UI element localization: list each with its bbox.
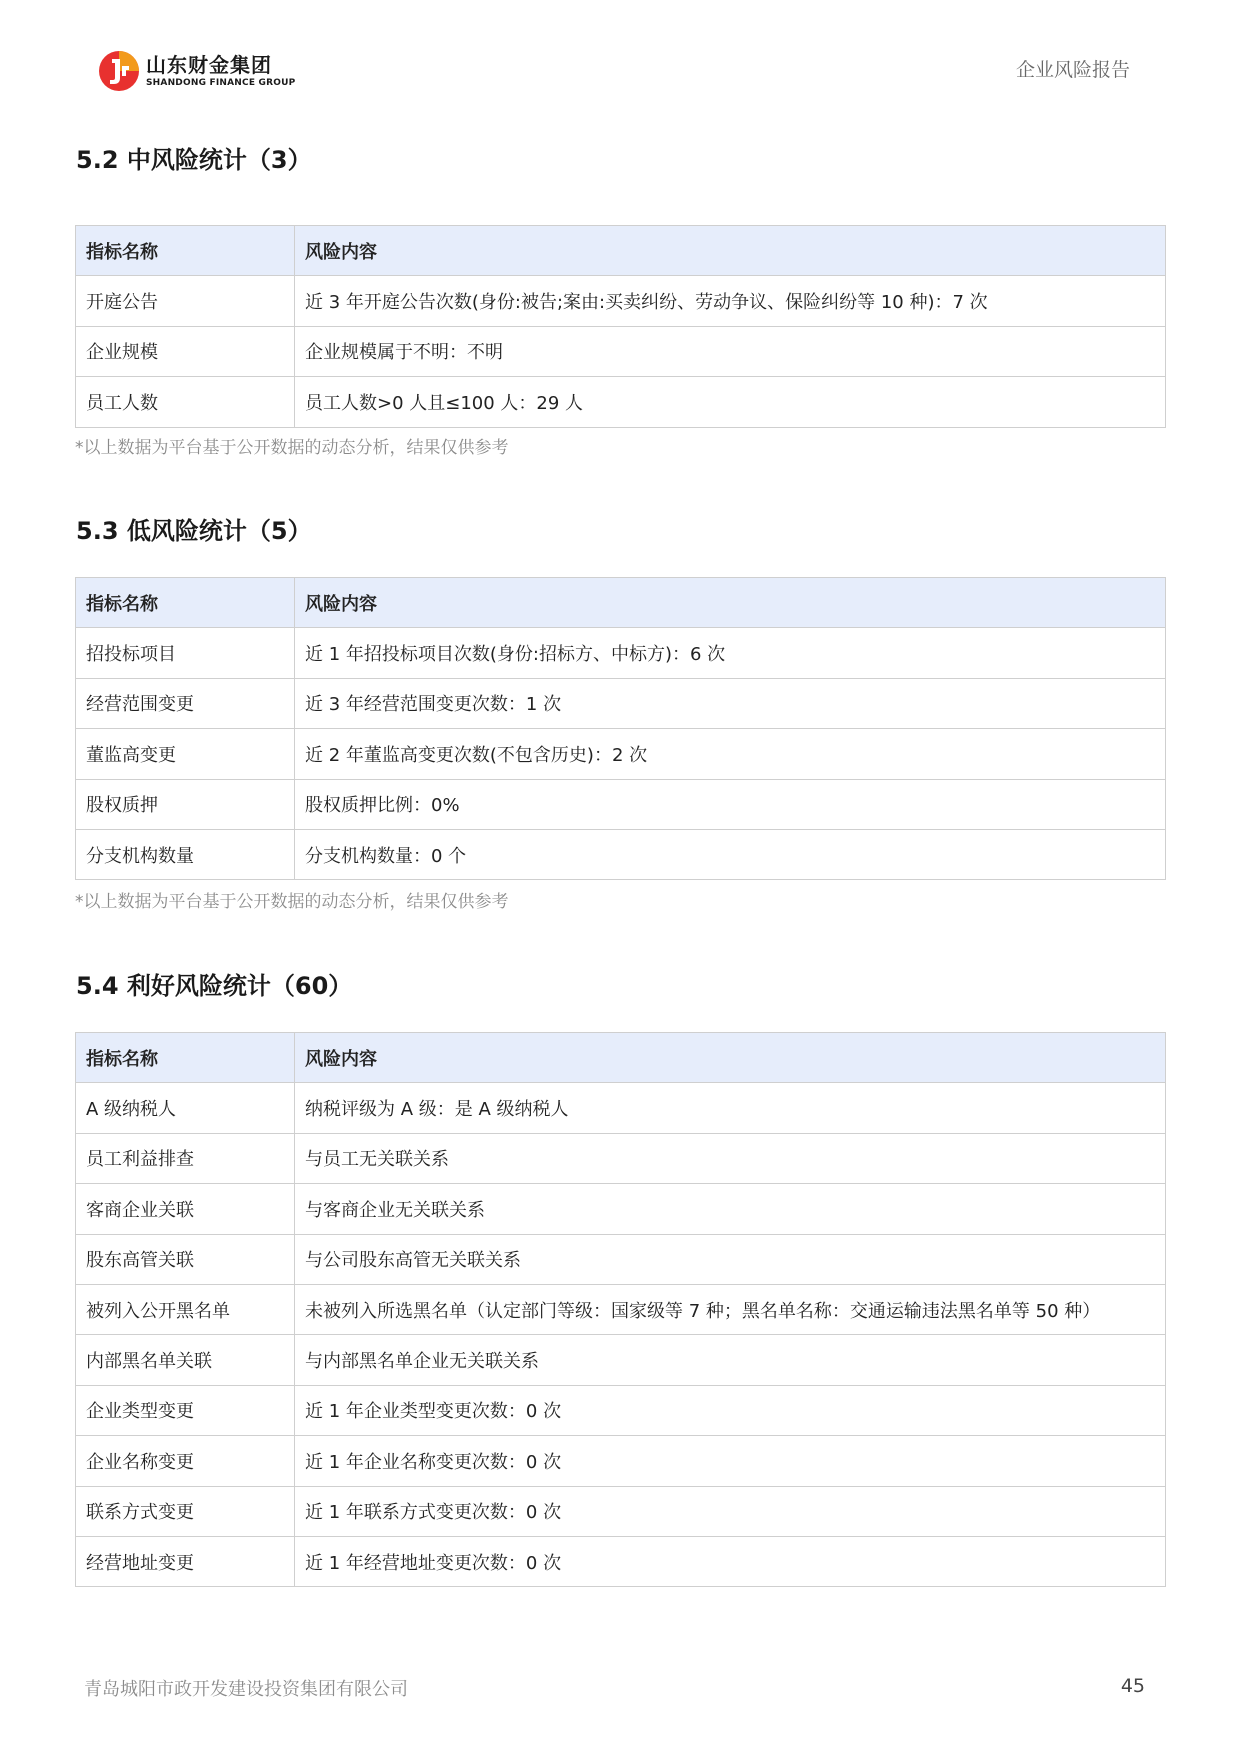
risk-content: 未被列入所选黑名单（认定部门等级：国家级等 7 种；黑名单名称：交通运输违法黑名单等 50 种）: [295, 1284, 1166, 1334]
risk-content: 近 2 年董监高变更次数(不包含历史)：2 次: [295, 729, 1166, 779]
indicator-name: 企业规模: [76, 326, 295, 376]
indicator-name: 企业类型变更: [76, 1385, 295, 1435]
risk-content: 股权质押比例：0%: [295, 779, 1166, 829]
table-header-row: [76, 578, 1166, 628]
risk-content: 近 1 年招投标项目次数(身份:招标方、中标方)：6 次: [295, 628, 1166, 678]
table-row: [76, 1284, 1166, 1334]
indicator-name: 客商企业关联: [76, 1184, 295, 1234]
table-header-row: [76, 226, 1166, 276]
table-row: [76, 1536, 1166, 1586]
medium-risk-table: [75, 225, 1166, 428]
risk-content: 纳税评级为 A 级：是 A 级纳税人: [295, 1083, 1166, 1133]
logo-chinese-name: 山东财金集团: [146, 53, 272, 77]
logo-english-name: SHANDONG FINANCE GROUP: [146, 78, 296, 88]
column-header-content: 风险内容: [295, 1033, 1166, 1083]
risk-content: 近 1 年联系方式变更次数：0 次: [295, 1486, 1166, 1536]
page-header: [0, 0, 1241, 110]
table-row: [76, 628, 1166, 678]
table-row: [76, 1385, 1166, 1435]
indicator-name: A 级纳税人: [76, 1083, 295, 1133]
page-number: 45: [1120, 1675, 1145, 1697]
risk-content: 员工人数>0 人且≤100 人：29 人: [295, 377, 1166, 427]
favorable-risk-table: [75, 1032, 1166, 1587]
indicator-name: 招投标项目: [76, 628, 295, 678]
table-row: [76, 678, 1166, 728]
column-header-indicator: 指标名称: [76, 578, 295, 628]
risk-content: 近 1 年企业类型变更次数：0 次: [295, 1385, 1166, 1435]
risk-content: 与公司股东高管无关联关系: [295, 1234, 1166, 1284]
company-logo: [98, 50, 295, 92]
table-row: [76, 377, 1166, 427]
risk-content: 分支机构数量：0 个: [295, 829, 1166, 879]
indicator-name: 分支机构数量: [76, 829, 295, 879]
table-row: [76, 1335, 1166, 1385]
risk-content: 与员工无关联关系: [295, 1133, 1166, 1183]
table-row: [76, 1184, 1166, 1234]
table-header-row: [76, 1033, 1166, 1083]
column-header-content: 风险内容: [295, 578, 1166, 628]
table-row: [76, 276, 1166, 326]
indicator-name: 经营地址变更: [76, 1536, 295, 1586]
table-row: [76, 1234, 1166, 1284]
table-row: [76, 779, 1166, 829]
indicator-name: 员工利益排查: [76, 1133, 295, 1183]
section-title-medium-risk: 5.2 中风险统计（3）: [76, 146, 312, 174]
indicator-name: 被列入公开黑名单: [76, 1284, 295, 1334]
indicator-name: 开庭公告: [76, 276, 295, 326]
indicator-name: 内部黑名单关联: [76, 1335, 295, 1385]
risk-content: 近 3 年开庭公告次数(身份:被告;案由:买卖纠纷、劳动争议、保险纠纷等 10 种)：7 次: [295, 276, 1166, 326]
risk-content: 近 1 年企业名称变更次数：0 次: [295, 1436, 1166, 1486]
column-header-content: 风险内容: [295, 226, 1166, 276]
table-row: [76, 1133, 1166, 1183]
table-row: [76, 326, 1166, 376]
indicator-name: 企业名称变更: [76, 1436, 295, 1486]
data-disclaimer-note: *以上数据为平台基于公开数据的动态分析，结果仅供参考: [75, 438, 509, 458]
logo-icon: [98, 50, 140, 92]
data-disclaimer-note: *以上数据为平台基于公开数据的动态分析，结果仅供参考: [75, 892, 509, 912]
report-type-label: 企业风险报告: [1015, 59, 1130, 81]
column-header-indicator: 指标名称: [76, 1033, 295, 1083]
table-row: [76, 1083, 1166, 1133]
risk-content: 近 1 年经营地址变更次数：0 次: [295, 1536, 1166, 1586]
indicator-name: 股权质押: [76, 779, 295, 829]
table-row: [76, 1436, 1166, 1486]
section-title-favorable-risk: 5.4 利好风险统计（60）: [76, 972, 353, 1000]
table-row: [76, 729, 1166, 779]
table-row: [76, 1486, 1166, 1536]
risk-content: 与内部黑名单企业无关联关系: [295, 1335, 1166, 1385]
indicator-name: 董监高变更: [76, 729, 295, 779]
low-risk-table: [75, 577, 1166, 880]
risk-content: 与客商企业无关联关系: [295, 1184, 1166, 1234]
indicator-name: 联系方式变更: [76, 1486, 295, 1536]
risk-content: 企业规模属于不明：不明: [295, 326, 1166, 376]
risk-content: 近 3 年经营范围变更次数：1 次: [295, 678, 1166, 728]
table-row: [76, 829, 1166, 879]
indicator-name: 员工人数: [76, 377, 295, 427]
section-title-low-risk: 5.3 低风险统计（5）: [76, 517, 312, 545]
footer-company-name: 青岛城阳市政开发建设投资集团有限公司: [84, 1679, 408, 1700]
indicator-name: 股东高管关联: [76, 1234, 295, 1284]
column-header-indicator: 指标名称: [76, 226, 295, 276]
indicator-name: 经营范围变更: [76, 678, 295, 728]
